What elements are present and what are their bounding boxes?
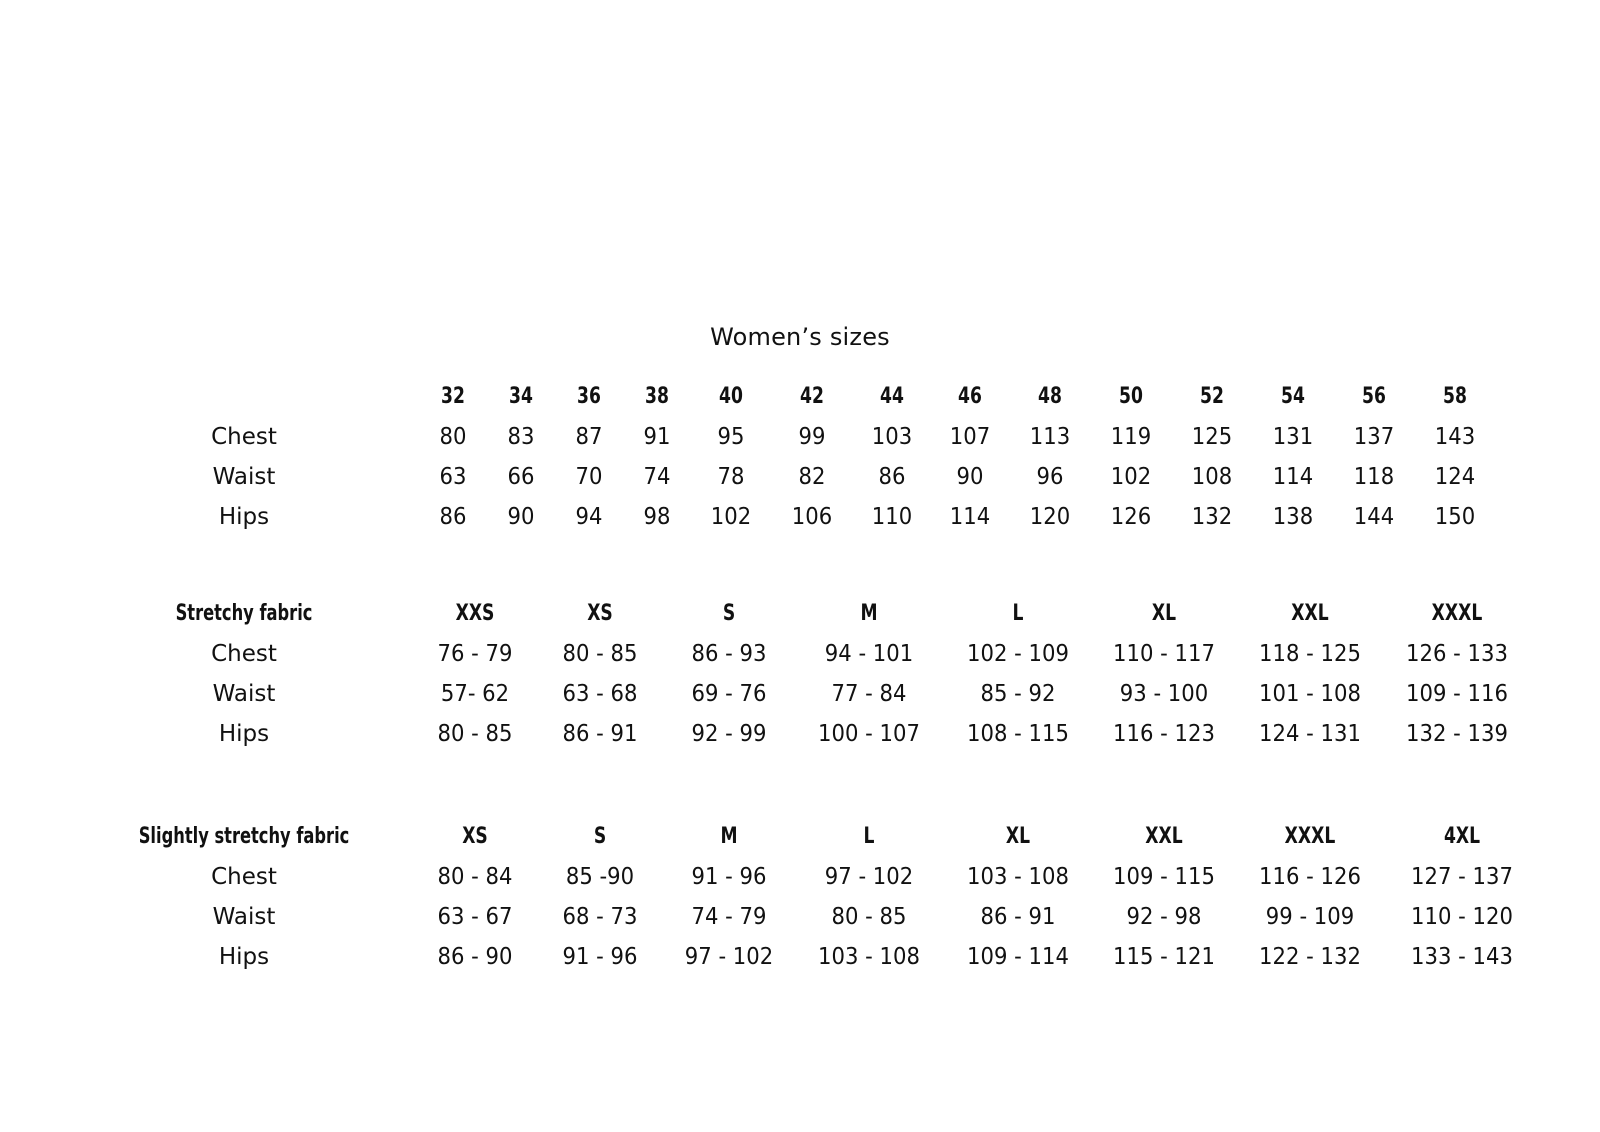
eu-size-header: 48 [1038,384,1062,409]
stretchy-row-label-hips: Hips [218,721,270,747]
eu-hips-cell: 144 [1353,504,1395,530]
eu-chest-cell: 119 [1110,424,1152,450]
stretchy-waist-cell: 57- 62 [440,681,510,707]
slightly-stretchy-section-label: Slightly stretchy fabric [138,824,350,849]
eu-size-header: 36 [577,384,601,409]
stretchy-waist-cell: 109 - 116 [1406,681,1508,707]
stretchy-size-header: XL [1151,601,1177,626]
stretchy-hips-cell: 100 - 107 [818,721,920,747]
stretchy-hips-cell: 80 - 85 [437,721,513,747]
slightly-stretchy-chest-cell: 91 - 96 [691,864,767,890]
eu-hips-cell: 132 [1191,504,1233,530]
eu-chest-cell: 107 [949,424,991,450]
stretchy-waist-cell: 77 - 84 [831,681,907,707]
slightly-stretchy-hips-cell: 97 - 102 [684,944,774,970]
eu-size-header: 52 [1200,384,1224,409]
stretchy-hips-cell: 132 - 139 [1406,721,1508,747]
slightly-stretchy-chest-cell: 103 - 108 [967,864,1069,890]
slightly-stretchy-waist-cell: 63 - 67 [437,904,513,930]
slightly-stretchy-hips-cell: 133 - 143 [1411,944,1513,970]
eu-hips-cell: 102 [710,504,752,530]
slightly-stretchy-size-header: XXXL [1284,824,1336,849]
eu-size-header: 40 [719,384,743,409]
stretchy-size-header: XXS [455,601,495,626]
slightly-stretchy-chest-cell: 127 - 137 [1411,864,1513,890]
eu-chest-cell: 99 [798,424,826,450]
eu-chest-cell: 113 [1029,424,1071,450]
slightly-stretchy-chest-cell: 109 - 115 [1113,864,1215,890]
eu-waist-cell: 96 [1036,464,1064,490]
slightly-stretchy-hips-cell: 103 - 108 [818,944,920,970]
eu-size-header: 50 [1119,384,1143,409]
eu-size-header: 44 [880,384,904,409]
stretchy-chest-cell: 86 - 93 [691,641,767,667]
eu-waist-cell: 90 [956,464,984,490]
eu-chest-cell: 143 [1434,424,1476,450]
eu-hips-cell: 126 [1110,504,1152,530]
eu-waist-cell: 66 [507,464,535,490]
slightly-stretchy-size-header: XXL [1145,824,1183,849]
eu-hips-cell: 138 [1272,504,1314,530]
stretchy-waist-cell: 101 - 108 [1259,681,1361,707]
slightly-stretchy-chest-cell: 80 - 84 [437,864,513,890]
stretchy-chest-cell: 102 - 109 [967,641,1069,667]
eu-size-header: 46 [958,384,982,409]
slightly-stretchy-waist-cell: 99 - 109 [1265,904,1355,930]
stretchy-size-header: XS [587,601,613,626]
stretchy-size-header: S [722,601,736,626]
stretchy-chest-cell: 76 - 79 [437,641,513,667]
stretchy-size-header: L [1012,601,1024,626]
eu-row-label-hips: Hips [218,504,270,530]
slightly-stretchy-chest-cell: 85 -90 [565,864,635,890]
slightly-stretchy-chest-cell: 97 - 102 [824,864,914,890]
eu-row-label-waist: Waist [212,464,276,490]
eu-hips-cell: 94 [575,504,603,530]
stretchy-row-label-chest: Chest [211,641,277,667]
eu-chest-cell: 95 [717,424,745,450]
stretchy-hips-cell: 116 - 123 [1113,721,1215,747]
slightly-stretchy-hips-cell: 109 - 114 [967,944,1069,970]
stretchy-chest-cell: 80 - 85 [562,641,638,667]
eu-hips-cell: 120 [1029,504,1071,530]
eu-chest-cell: 91 [643,424,671,450]
slightly-stretchy-row-label-chest: Chest [211,864,277,890]
eu-chest-cell: 80 [439,424,467,450]
slightly-stretchy-size-header: 4XL [1443,824,1481,849]
eu-size-header: 38 [645,384,669,409]
slightly-stretchy-hips-cell: 122 - 132 [1259,944,1361,970]
eu-hips-cell: 90 [507,504,535,530]
slightly-stretchy-waist-cell: 110 - 120 [1411,904,1513,930]
stretchy-row-label-waist: Waist [212,681,276,707]
stretchy-size-header: M [860,601,878,626]
slightly-stretchy-size-header: XL [1005,824,1031,849]
eu-waist-cell: 86 [878,464,906,490]
eu-waist-cell: 74 [643,464,671,490]
slightly-stretchy-size-header: XS [462,824,488,849]
slightly-stretchy-size-header: M [720,824,738,849]
stretchy-chest-cell: 110 - 117 [1113,641,1215,667]
eu-chest-cell: 87 [575,424,603,450]
stretchy-waist-cell: 93 - 100 [1119,681,1209,707]
slightly-stretchy-waist-cell: 68 - 73 [562,904,638,930]
slightly-stretchy-hips-cell: 86 - 90 [437,944,513,970]
stretchy-section-label: Stretchy fabric [175,601,313,626]
slightly-stretchy-hips-cell: 91 - 96 [562,944,638,970]
eu-hips-cell: 106 [791,504,833,530]
eu-waist-cell: 124 [1434,464,1476,490]
stretchy-chest-cell: 118 - 125 [1259,641,1361,667]
eu-waist-cell: 82 [798,464,826,490]
eu-chest-cell: 103 [871,424,913,450]
eu-size-header: 34 [509,384,533,409]
stretchy-chest-cell: 94 - 101 [824,641,914,667]
slightly-stretchy-waist-cell: 92 - 98 [1126,904,1202,930]
eu-size-header: 56 [1362,384,1386,409]
slightly-stretchy-waist-cell: 74 - 79 [691,904,767,930]
slightly-stretchy-chest-cell: 116 - 126 [1259,864,1361,890]
slightly-stretchy-row-label-hips: Hips [218,944,270,970]
eu-chest-cell: 137 [1353,424,1395,450]
eu-chest-cell: 83 [507,424,535,450]
eu-size-header: 54 [1281,384,1305,409]
eu-hips-cell: 150 [1434,504,1476,530]
eu-row-label-chest: Chest [211,424,277,450]
eu-size-header: 58 [1443,384,1467,409]
eu-waist-cell: 118 [1353,464,1395,490]
stretchy-hips-cell: 108 - 115 [967,721,1069,747]
eu-waist-cell: 108 [1191,464,1233,490]
slightly-stretchy-waist-cell: 80 - 85 [831,904,907,930]
eu-chest-cell: 125 [1191,424,1233,450]
eu-size-header: 32 [441,384,465,409]
eu-hips-cell: 114 [949,504,991,530]
eu-waist-cell: 63 [439,464,467,490]
eu-chest-cell: 131 [1272,424,1314,450]
eu-waist-cell: 70 [575,464,603,490]
eu-hips-cell: 86 [439,504,467,530]
stretchy-hips-cell: 124 - 131 [1259,721,1361,747]
stretchy-waist-cell: 85 - 92 [980,681,1056,707]
eu-size-header: 42 [800,384,824,409]
slightly-stretchy-size-header: S [593,824,607,849]
slightly-stretchy-size-header: L [863,824,875,849]
page-title: Women’s sizes [710,323,890,351]
slightly-stretchy-row-label-waist: Waist [212,904,276,930]
slightly-stretchy-hips-cell: 115 - 121 [1113,944,1215,970]
eu-hips-cell: 110 [871,504,913,530]
stretchy-hips-cell: 92 - 99 [691,721,767,747]
eu-waist-cell: 102 [1110,464,1152,490]
eu-hips-cell: 98 [643,504,671,530]
stretchy-waist-cell: 69 - 76 [691,681,767,707]
stretchy-size-header: XXXL [1431,601,1483,626]
slightly-stretchy-waist-cell: 86 - 91 [980,904,1056,930]
stretchy-waist-cell: 63 - 68 [562,681,638,707]
eu-waist-cell: 114 [1272,464,1314,490]
stretchy-chest-cell: 126 - 133 [1406,641,1508,667]
stretchy-hips-cell: 86 - 91 [562,721,638,747]
eu-waist-cell: 78 [717,464,745,490]
stretchy-size-header: XXL [1291,601,1329,626]
